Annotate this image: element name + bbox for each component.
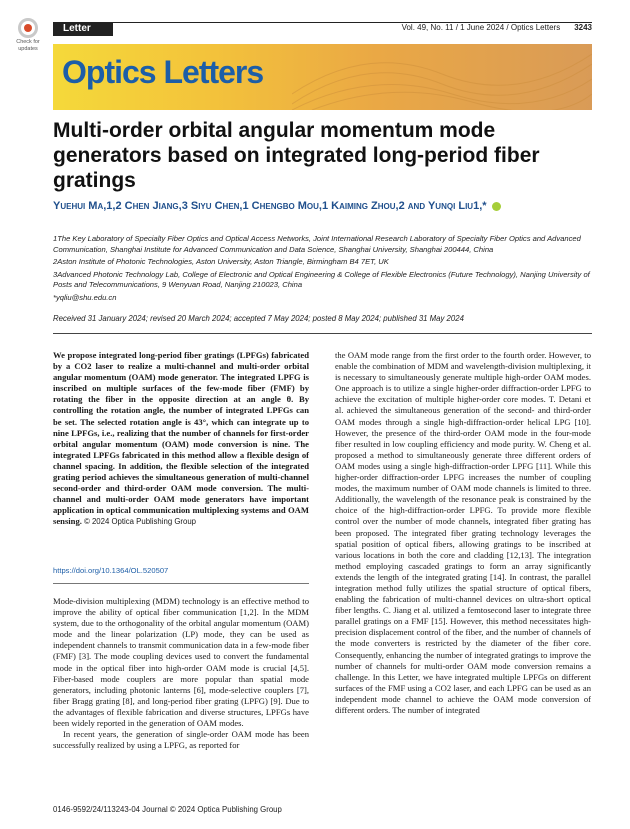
crossmark-icon	[18, 18, 38, 38]
journal-reference	[402, 23, 592, 32]
abstract-text: We propose integrated long-period fiber gratings (LPFGs) fabricated by a CO2 laser to realize a multi-channel and multi-order orbital angular momentum (OAM) mode generator. The integrated LPFG is inscribed on multiple surfaces of the few-mode fiber (FMF) by rotating the fiber in the opposite direction at an angle θ. By controlling the rotation angle, the number of integrated LPFGs can be set. The selected rotation angle is 43°, which can integrate up to nine LPFGs, i.e., realizing that the number of channels for first-order orbital angular momentum (OAM) mode conversion is nine. The integrated LPFGs fabricated in this method allow a flexible design of channel spacing. In addition, the flexible selection of the integrated grating period achieves the simultaneous generation of multi-channel second-order and third-order OAM mode conversion. The multi-channel and multi-order OAM mode generators have important application in optical communication multiplexing systems and OAM sensing.	[53, 350, 309, 527]
check-for-updates-badge[interactable]	[10, 18, 46, 62]
footer-issn: 0146-9592/24/113243-04 Journal © 2024 Optica Publishing Group	[53, 805, 282, 814]
paragraph-2: In recent years, the generation of single-order OAM mode has been successfully realized by using a LPFG, as reported for	[53, 729, 309, 751]
paragraph-right: the OAM mode range from the first order to the fourth order. However, to enable the combination of MDM and wavelength-division multiplexing, it is necessary to simultaneously generate multiple high-order OAM modes. One approach is to utilize a single higher-order diffraction-order LPFG to achieve the excitation of multiple higher-order core modes. T. Detani et al. achieved the simultaneous generation of the second- and third-order OAM modes through a single high-diffraction-order helical LPG [10]. However, the presence of the third-order OAM mode in the four-mode fiber resulted in low coupling efficiency and mode purity. W. Cheng et al. proposed a method to simultaneously generate three different orders of OAM modes using a single high-diffraction-order LPFG [11]. While this higher-order diffraction-order LPFG increases the number of coupling modes, the maximum number of OAM mode channels is limited to three. Additionally, the wavelength of the resonance peak is constrained by the choice of the high-diffraction-order LPFG. To provide more flexible control over the number of mode channels, integrated fiber grating has been proposed. The integrated fiber grating technology leverages the spatial position of optical fibers, allowing gratings to be inscribed at various locations in both the core and cladding [12,13]. The integration method employing cascaded gratings to form an array significantly extends the length of the integrated grating [14]. In contrast, the parallel integration method fully utilizes the spatial structure of optical fibers, enabling the fabrication of multi-channel devices on ultra-short optical fiber lengths. C. Jiang et al. utilized a femtosecond laser to integrate three parallel gratings on a FMF [15]. However, this method necessitates high-precision displacement control of the fiber, and the number of channels of the mode converters is restricted by the diameter of the fiber core. Consequently, enhancing the number of integrated gratings to improve the number of channels for multi-order OAM mode conversion remains a challenge. In this Letter, we have integrated multiple LPFGs on different surfaces of the FMF using a CO2 laser, and each LPFG can be used as an independent mode channel to achieve the OAM mode conversion of different orders. The number of integrated	[335, 350, 591, 715]
article-title: Multi-order orbital angular momentum mode generators based on integrated long-period fiber gratings	[53, 119, 540, 192]
affiliation-1: 1The Key Laboratory of Specialty Fiber Optics and Optical Access Networks, Joint International Research Laboratory of Specialty Fiber Optics and Advanced Communication, Shanghai Institute for Advanced Communication and Data Science, Shanghai University, Shanghai 200444, China	[53, 234, 581, 254]
abstract-rule	[53, 583, 309, 584]
received-dates: Received 31 January 2024; revised 20 March 2024; accepted 7 May 2024; posted 8 May 2024; published 31 May 2024	[53, 314, 464, 323]
wave-pattern-graphic	[292, 44, 592, 110]
journal-logo-text: Optics Letters	[62, 54, 264, 90]
abstract	[53, 350, 309, 528]
doi-link[interactable]: https://doi.org/10.1364/OL.520507	[53, 566, 169, 575]
authors-text: Yuehui Ma,1,2 Chen Jiang,3 Siyu Chen,1 Chengbo Mou,1 Kaiming Zhou,2 and Yunqi Liu1,*	[53, 200, 487, 212]
affiliation-2: 2Aston Institute of Photonic Technologies, Aston University, Aston Triangle, Birmingham B4 7ET, UK	[53, 257, 389, 266]
paragraph-1: Mode-division multiplexing (MDM) technology is an effective method to improve the ability of optical fiber communication [1,2]. In the MDM system, due to the orthogonality of the orbital angular momentum (OAM) mode and the linear polarization (LP) mode, they can be used as independent channels to transmit communication data in a few-mode fiber (FMF) [3]. The mode coupling devices used to convert the fundamental mode in the optical fiber into high-order OAM mode is crucial [4,5]. Fiber-based mode couplers are more popular than spatial mode generators, including photonic lanterns [6], mode-selective couplers [7], fiber Bragg grating [8], and long-period fiber grating (LPFG) [9]. Due to the advantages of flexible fabrication and diverse structures, LPFGs have been widely reported in the generation of OAM modes.	[53, 596, 309, 729]
body-right-column	[335, 350, 591, 716]
article-type-tag: Letter	[53, 22, 113, 36]
abstract-copyright: © 2024 Optica Publishing Group	[84, 517, 196, 527]
abstract-block	[53, 350, 309, 528]
author-list	[53, 198, 593, 214]
badge-line1: Check for	[16, 39, 40, 45]
body-left-column	[53, 596, 309, 751]
corresponding-email[interactable]: *yqliu@shu.edu.cn	[53, 292, 117, 302]
journal-banner	[53, 44, 592, 110]
badge-line2: updates	[18, 46, 38, 52]
orcid-icon[interactable]	[492, 202, 501, 211]
page-number: 3243	[574, 23, 592, 32]
journal-citation: Vol. 49, No. 11 / 1 June 2024 / Optics Letters	[401, 23, 561, 32]
affiliations	[53, 234, 593, 305]
affiliation-3: 3Advanced Photonic Technology Lab, College of Electronic and Optical Engineering & College of Flexible Electronics (Future Technology), Nanjing University of Posts and Telecommunications, 9 Wenyuan Road, Nanjing 210023, China	[53, 269, 590, 289]
header-separator	[53, 333, 592, 334]
